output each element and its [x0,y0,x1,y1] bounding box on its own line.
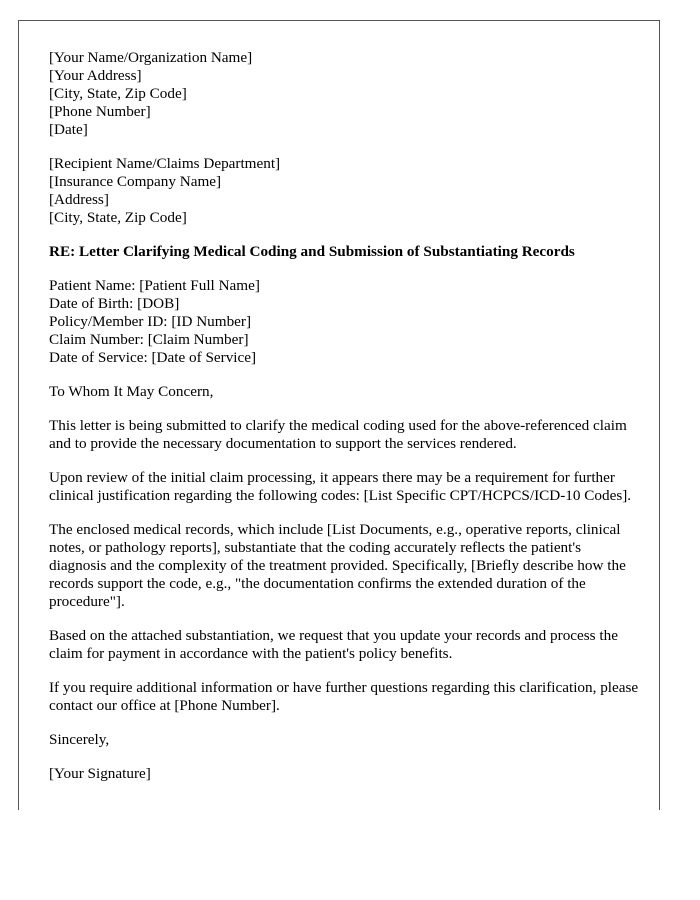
body-paragraph: If you require additional information or have further questions regarding this clarification, please contact our office at [Phone Number]. [49,679,639,714]
patient-dob: Date of Birth: [DOB] [49,295,180,312]
body-paragraph: Based on the attached substantiation, we request that you update your records and process the claim for payment in accordance with the patient's policy benefits. [49,627,618,662]
letter-body [49,49,639,799]
sender-address: [Your Address] [49,67,142,84]
letter-page [18,20,660,810]
sender-name: [Your Name/Organization Name] [49,49,253,66]
sender-phone: [Phone Number] [49,103,151,120]
date-of-service: Date of Service: [Date of Service] [49,349,257,366]
closing: Sincerely, [49,731,110,748]
policy-member-id: Policy/Member ID: [ID Number] [49,313,252,330]
sender-city-state-zip: [City, State, Zip Code] [49,85,187,102]
body-paragraph: Upon review of the initial claim processing, it appears there may be a requirement for further clinical justification regarding the following codes: [List Specific CPT/HCPCS/ICD-10 Codes]. [49,469,632,504]
sender-block [49,49,639,139]
recipient-company: [Insurance Company Name] [49,173,222,190]
claim-number: Claim Number: [Claim Number] [49,331,249,348]
recipient-address: [Address] [49,191,109,208]
salutation: To Whom It May Concern, [49,383,214,400]
subject-line: RE: Letter Clarifying Medical Coding and Submission of Substantiating Records [49,243,575,260]
recipient-city-state-zip: [City, State, Zip Code] [49,209,187,226]
body-paragraph: This letter is being submitted to clarify the medical coding used for the above-referenced claim and to provide the necessary documentation to support the services rendered. [49,417,627,452]
recipient-block [49,155,639,227]
body-paragraph: The enclosed medical records, which include [List Documents, e.g., operative reports, clinical notes, or pathology reports], substantiate that the coding accurately reflects the patient's diagnosis and the complexity of the treatment provided. Specifically, [Briefly describe how the records support the code, e.g., "the documentation confirms the extended duration of the procedure"]. [49,521,626,610]
signature-placeholder: [Your Signature] [49,765,151,782]
patient-name: Patient Name: [Patient Full Name] [49,277,260,294]
recipient-name: [Recipient Name/Claims Department] [49,155,281,172]
letter-date: [Date] [49,121,88,138]
patient-info-block [49,277,639,367]
